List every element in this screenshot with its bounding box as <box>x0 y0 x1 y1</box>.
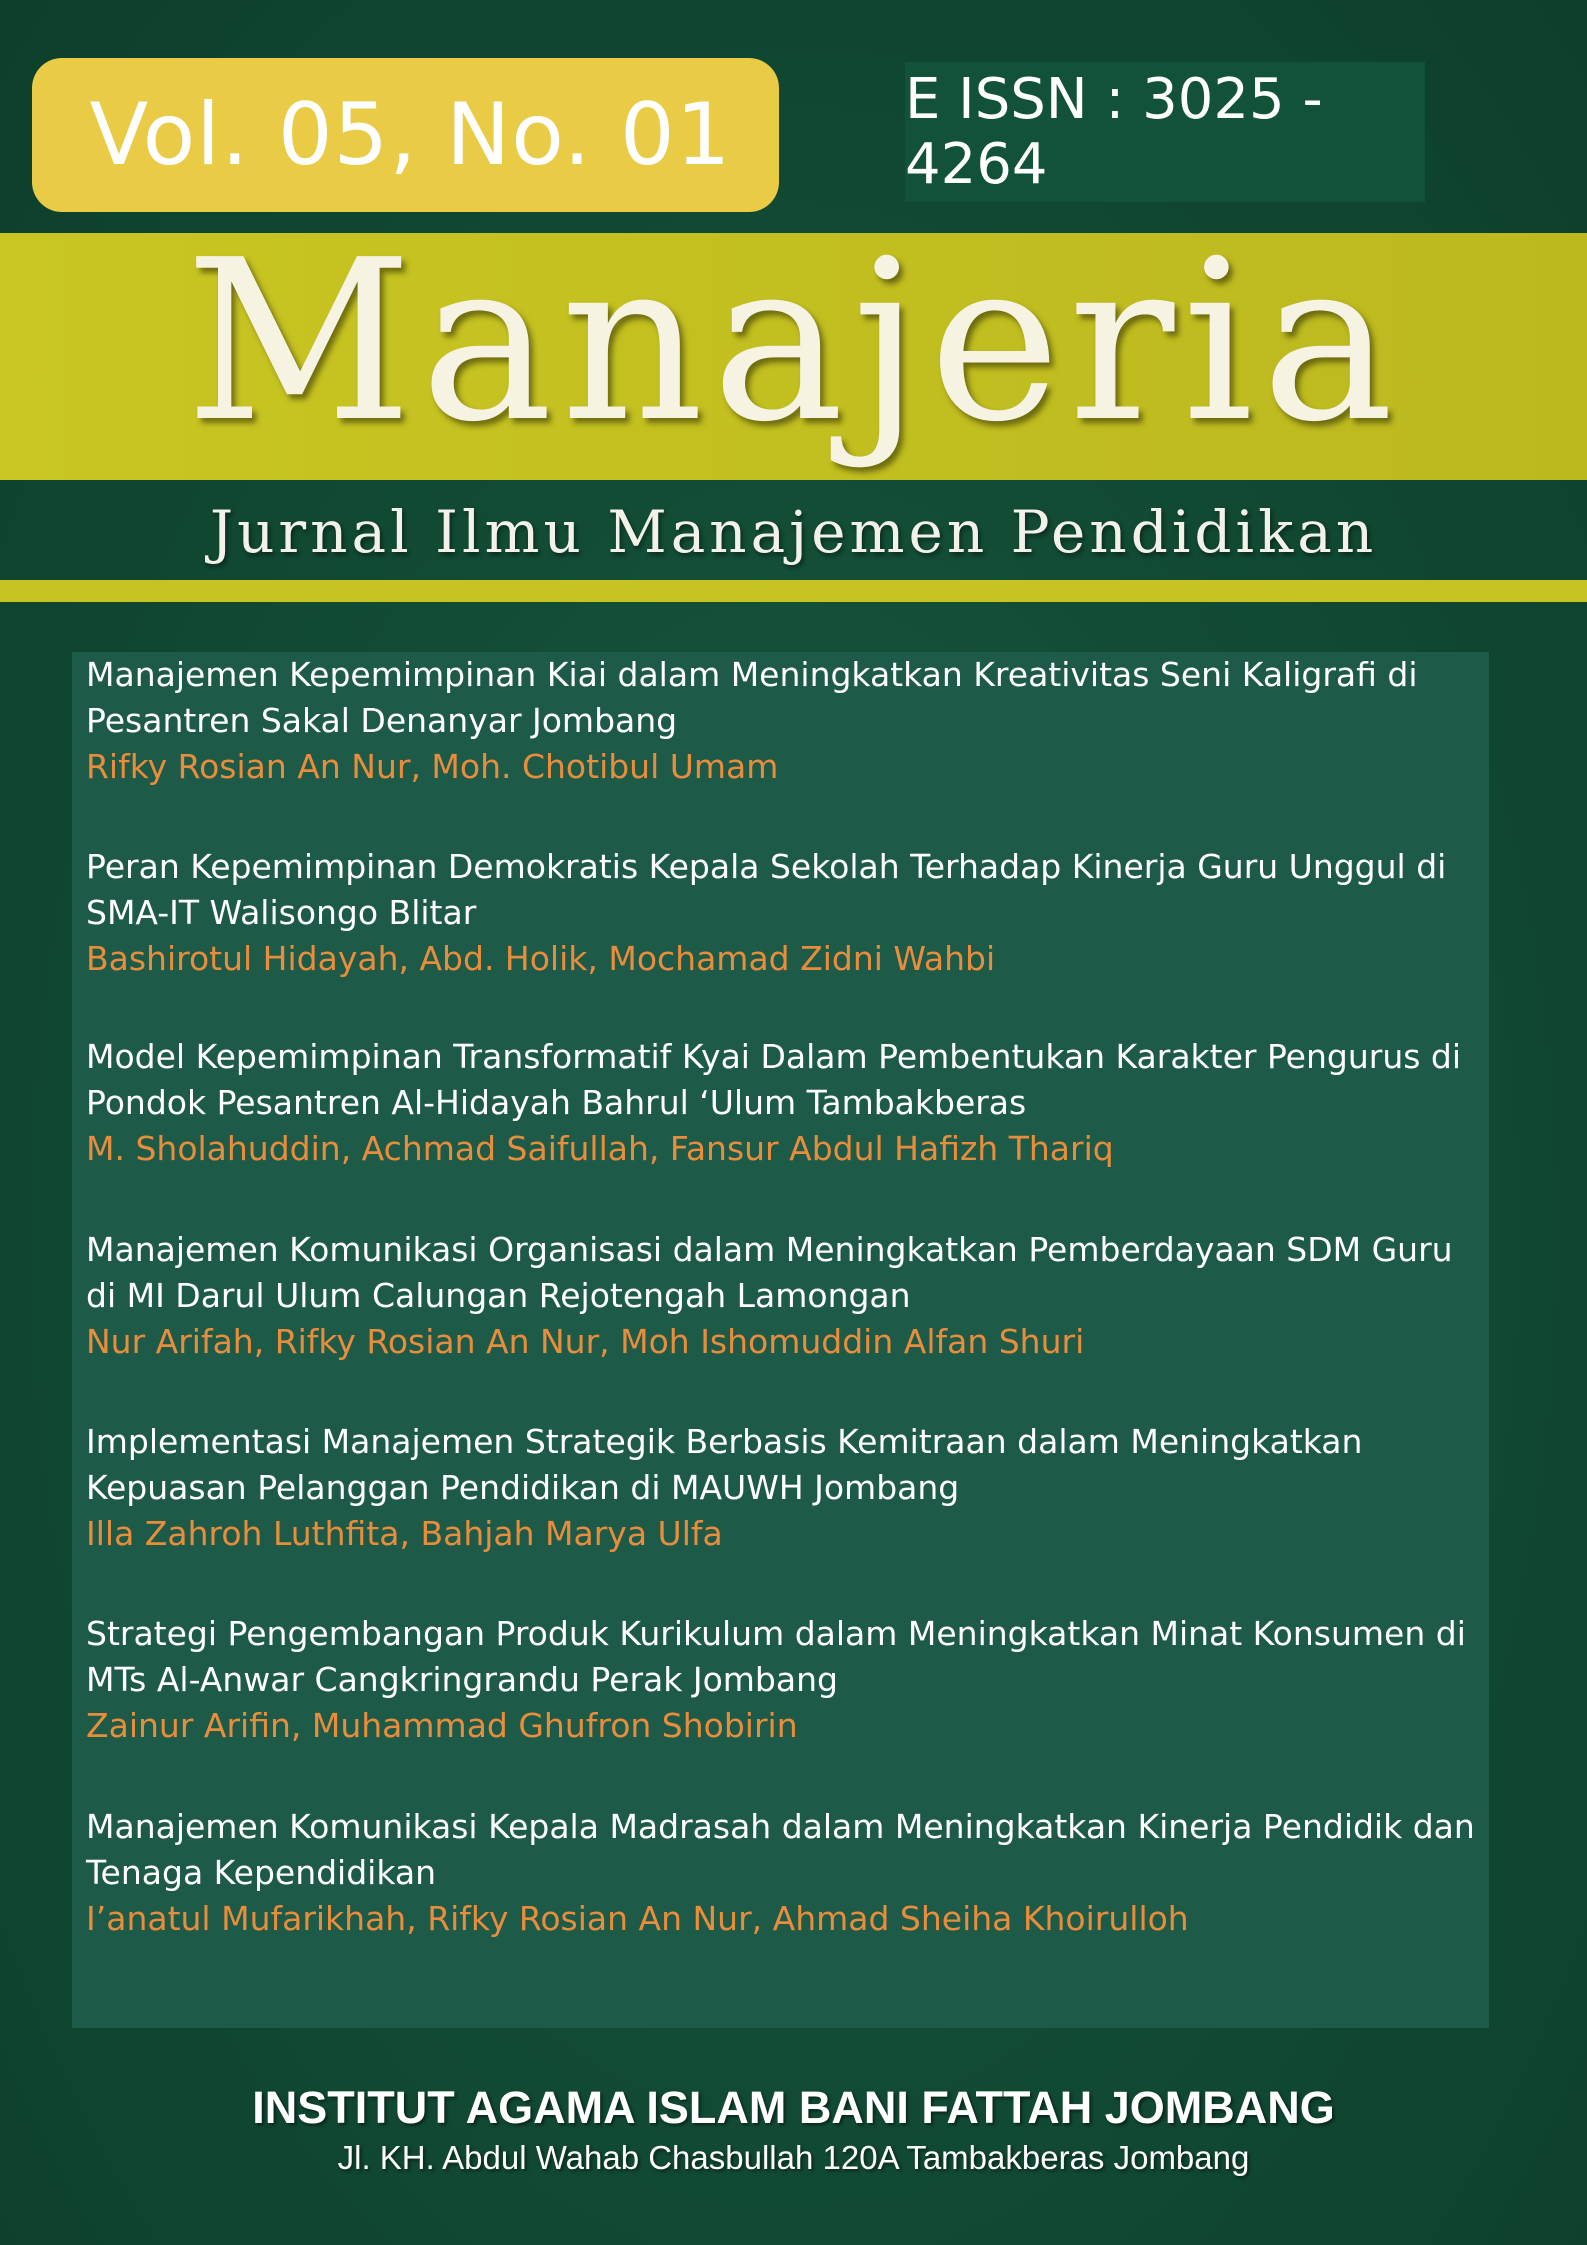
article-authors: Illa Zahroh Luthfita, Bahjah Marya Ulfa <box>86 1514 723 1553</box>
article-title: Manajemen Komunikasi Kepala Madrasah dalam Meningkatkan Kinerja Pendidik dan Tenaga Kependidikan <box>86 1807 1475 1892</box>
article-item <box>86 1804 1486 1942</box>
article-authors: M. Sholahuddin, Achmad Saifullah, Fansur Abdul Hafizh Thariq <box>86 1129 1114 1168</box>
article-item <box>86 652 1486 790</box>
institution-address: Jl. KH. Abdul Wahab Chasbullah 120A Tambakberas Jombang <box>337 2139 1250 2176</box>
divider-rule <box>0 580 1587 602</box>
article-title: Implementasi Manajemen Strategik Berbasis Kemitraan dalam Meningkatkan Kepuasan Pelanggan Pendidikan di MAUWH Jombang <box>86 1422 1363 1507</box>
article-authors: Zainur Arifin, Muhammad Ghufron Shobirin <box>86 1706 798 1745</box>
article-authors: Nur Arifah, Rifky Rosian An Nur, Moh Ishomuddin Alfan Shuri <box>86 1322 1085 1361</box>
issn-box <box>905 62 1425 202</box>
article-item <box>86 1611 1486 1749</box>
article-title: Model Kepemimpinan Transformatif Kyai Dalam Pembentukan Karakter Pengurus di Pondok Pesantren Al-Hidayah Bahrul ‘Ulum Tambakberas <box>86 1037 1462 1122</box>
article-item <box>86 1227 1486 1365</box>
journal-subtitle: Jurnal Ilmu Manajemen Pendidikan <box>209 498 1378 566</box>
institution-name: INSTITUT AGAMA ISLAM BANI FATTAH JOMBANG <box>252 2082 1335 2133</box>
article-title: Manajemen Komunikasi Organisasi dalam Meningkatkan Pemberdayaan SDM Guru di MI Darul Ulum Calungan Rejotengah Lamongan <box>86 1230 1453 1315</box>
article-item <box>86 1034 1486 1172</box>
article-authors: Rifky Rosian An Nur, Moh. Chotibul Umam <box>86 747 779 786</box>
article-title: Peran Kepemimpinan Demokratis Kepala Sekolah Terhadap Kinerja Guru Unggul di SMA-IT Walisongo Blitar <box>86 847 1447 932</box>
article-item <box>86 1419 1486 1557</box>
issn-label: E ISSN : 3025 - 4264 <box>905 67 1323 197</box>
article-item <box>86 844 1486 982</box>
article-authors: Bashirotul Hidayah, Abd. Holik, Mochamad Zidni Wahbi <box>86 939 996 978</box>
volume-badge <box>32 58 779 212</box>
table-of-contents <box>72 652 1489 2028</box>
volume-label: Vol. 05, No. 01 <box>89 85 732 185</box>
article-title: Manajemen Kepemimpinan Kiai dalam Meningkatkan Kreativitas Seni Kaligrafi di Pesantren Sakal Denanyar Jombang <box>86 655 1418 740</box>
journal-title: Manajeria <box>185 213 1402 471</box>
article-title: Strategi Pengembangan Produk Kurikulum dalam Meningkatkan Minat Konsumen di MTs Al-Anwar Cangkringrandu Perak Jombang <box>86 1614 1466 1699</box>
article-authors: I’anatul Mufarikhah, Rifky Rosian An Nur, Ahmad Sheiha Khoirulloh <box>86 1899 1189 1938</box>
